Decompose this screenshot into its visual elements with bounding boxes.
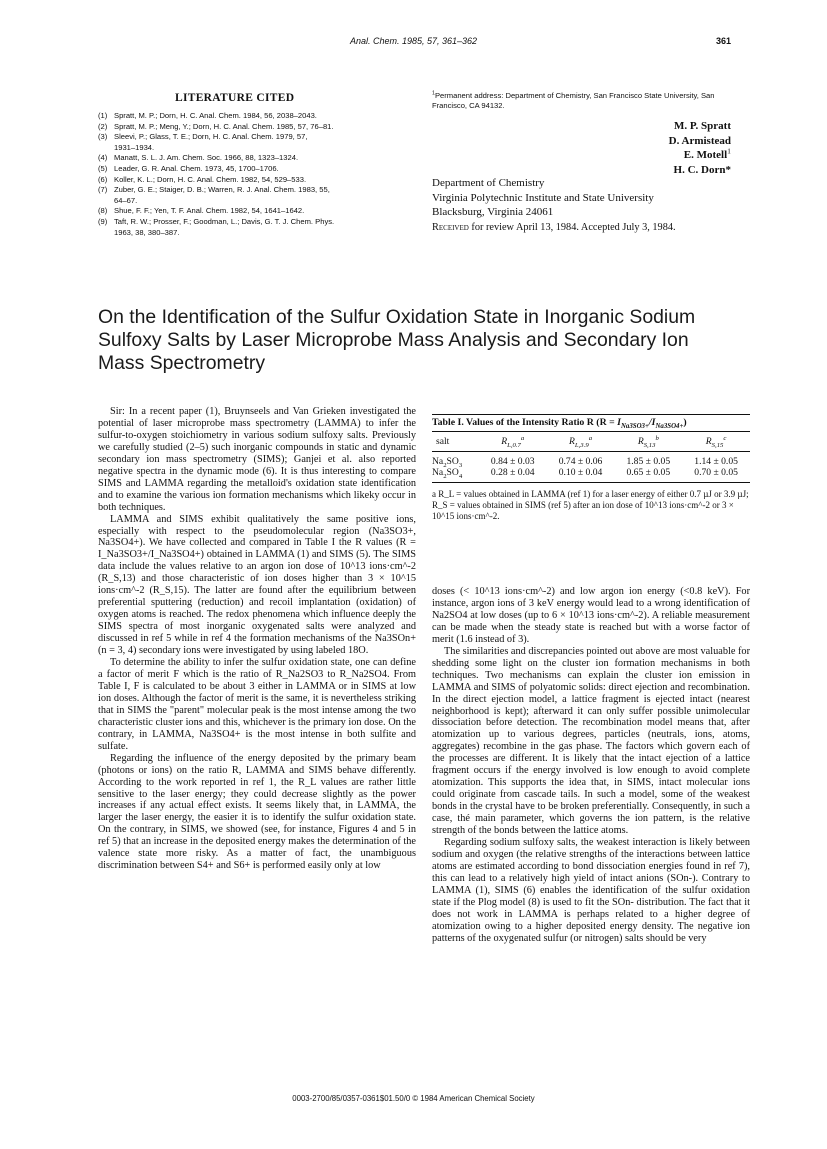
reference-text: Zuber, G. E.; Staiger, D. B.; Warren, R. J. Anal. Chem. 1983, 55, — [114, 185, 330, 195]
header-sup: b — [655, 434, 659, 442]
table-cell: 0.28 ± 0.04 — [479, 467, 547, 483]
reference-number: (5) — [98, 163, 108, 173]
body-paragraph: The similarities and discrepancies pointed out above are most valuable for shedding some light on the cluster ion formation mechanisms in both techniques. Two mechanisms can explain the cluster ion emission in LAMMA and SIMS of polyatomic solids: direct ejection and recombination. In the direct ejection model, a lattice fragment is ejected intact (nearest neighborhood is kept); afterward it can only suffer possible unimolecular dissociation before detection. The recombination model means that, after atomization up to various degrees, particles (neutrals, ions, atoms, aggregates) recombine in the gas phase. The factors which govern each of the processes are different. It is likely that the intact ejection of a lattice fragment occurs if the energy involved is low enough to avoid complete atomization. This supports the idea that, in SIMS, intact molecular ions could originate from cascade tails. In such a model, some of the weakest bonds in the crystal have to be broken preferentially. Consequently, in such a case, thé main parameter, which governs the ion pattern, is the relative strength of the bonds between the lattice atoms. — [432, 645, 750, 837]
caption-end: ) — [683, 417, 687, 428]
reference-number: (2) — [98, 121, 108, 131]
literature-cited-heading: LITERATURE CITED — [175, 92, 295, 104]
intensity-ratio-table — [432, 414, 750, 522]
salt-sub: 4 — [458, 472, 463, 480]
caption-sub-2: Na3SO4+ — [655, 422, 684, 430]
reference-item — [98, 122, 416, 133]
table-caption-ratio — [617, 417, 683, 428]
table-cell: 0.84 ± 0.03 — [490, 456, 535, 467]
salt-cell — [432, 452, 479, 468]
reference-item — [98, 217, 416, 228]
reference-text: Spratt, M. P.; Dorn, H. C. Anal. Chem. 1984, 56, 2038–2043. — [114, 111, 317, 120]
reference-text: Manatt, S. L. J. Am. Chem. Soc. 1966, 88, 1323–1324. — [114, 153, 299, 163]
table-header-cell — [614, 432, 682, 452]
author-footnote — [432, 91, 750, 111]
salt-part: SO — [446, 467, 459, 478]
reference-continuation: 1931–1934. — [114, 142, 155, 152]
left-column — [98, 406, 416, 872]
affiliation-line: Blacksburg, Virginia 24061 — [432, 206, 554, 219]
table-footnote — [432, 489, 750, 522]
header-sub: L,0.7 — [507, 441, 521, 449]
reference-continuation: 1963, 38, 380–387. — [114, 227, 180, 237]
received-label: Received — [432, 222, 469, 233]
table-header-cell — [432, 432, 479, 452]
author-name — [669, 119, 731, 134]
affiliation-line: Department of Chemistry — [432, 177, 545, 189]
header-label: R — [569, 436, 575, 447]
author-name-text: D. Armistead — [668, 134, 731, 147]
page-number: 361 — [715, 36, 731, 46]
reference-item — [98, 111, 416, 122]
body-paragraph: Regarding the influence of the energy deposited by the primary beam (photons or ions) on the ratio R, LAMMA and SIMS behave differently. According to the work reported in ref 1, the R_L values are rather little sensitive to the laser energy; they could decrease slightly as the power increases if any actual effect exists. It seems likely that, in LAMMA, the larger the laser energy, the easier it is to identify the sulfur oxidation state. On the contrary, in SIMS, we showed (see, for instance, Figures 4 and 5 in ref 5) that an increase in the deposited energy makes the determination of the valence state more risky. As a matter of fact, the unambiguous discrimination between S4+ and S6+ is performed easily only at low — [98, 752, 416, 872]
body-paragraph: To determine the ability to infer the sulfur oxidation state, one can define a factor of merit F which is the ratio of R_Na2SO3 to R_Na2SO4. From Table I, F is calculated to be about 3 either in LAMMA or in SIMS at low ion doses. Although the factor of merit is the same, it is nevertheless striking that in SIMS the "parent" molecular peak is the most intense among the two characteristic cluster ions and this, whichever is the primary ion dose. On the contrary, in LAMMA, Na3SO4+ is the most intense in both sulfite and sulfate. — [98, 657, 416, 752]
footnote-marker: 1 — [432, 90, 435, 97]
reference-continuation: 64–67. — [114, 195, 138, 205]
salt-part: SO — [446, 456, 459, 467]
author-name-text: E. Motell — [683, 149, 728, 161]
received-line — [432, 222, 676, 233]
reference-item — [98, 175, 416, 186]
salt-part: Na — [432, 467, 444, 478]
author-mark: 1 — [727, 146, 731, 156]
header-sup: c — [723, 434, 727, 442]
reference-number: (7) — [98, 185, 108, 195]
header-label: R — [705, 436, 712, 447]
salt-part: Na — [432, 456, 444, 467]
reference-list — [98, 111, 416, 238]
table-cell: 1.85 ± 0.05 — [626, 456, 671, 467]
right-column — [432, 586, 750, 945]
header-label: R — [501, 436, 508, 447]
reference-item — [98, 206, 416, 217]
header-sub: S,15 — [711, 441, 724, 449]
caption-mid: /I — [648, 417, 656, 428]
caption-i: I — [617, 417, 621, 428]
body-paragraph: doses (< 10^13 ions·cm^-2) and low argon ion energy (<0.8 keV). For instance, argon ions of 3 keV energy would lead to a wrong identification of Na2SO4 at low doses (up to 6 × 10^13 ions·cm^-2). A reliable measurement can be made when the steady state is reached but with a worse factor of merit (1.6 instead of 3). — [432, 586, 750, 645]
table-cell: 1.14 ± 0.05 — [694, 456, 738, 467]
data-table — [432, 431, 750, 483]
table-cell: 0.10 ± 0.04 — [547, 467, 615, 483]
salt-sub: 2 — [443, 461, 447, 469]
header-sub: L,3.9 — [574, 441, 589, 449]
reference-text: Taft, R. W.; Prosser, F.; Goodman, L.; Davis, G. T. J. Chem. Phys. — [114, 216, 335, 226]
header-label: salt — [436, 436, 450, 447]
author-name — [669, 148, 731, 163]
caption-sub-1: Na3SO3+ — [620, 422, 649, 430]
table-row — [432, 467, 750, 483]
reference-text: Koller, K. L.; Dorn, H. C. Anal. Chem. 1982, 54, 529–533. — [114, 174, 307, 184]
reference-text: Sleevi, P.; Glass, T. E.; Dorn, H. C. Anal. Chem. 1979, 57, — [114, 132, 308, 142]
reference-number: (8) — [98, 206, 108, 216]
header-sup: a — [520, 434, 525, 442]
table-note-text: a R_L = values obtained in LAMMA (ref 1) for a laser energy of either 0.7 µJ or 3.9 µJ; R_S = values obtained in SIMS (ref 5) after an ion dose of 10^13 ions·cm^-2 or 3 × 10^15 ions·cm^-2. — [432, 489, 749, 521]
table-cell: 0.65 ± 0.05 — [614, 467, 682, 483]
footnote-text: Permanent address: Department of Chemistry, San Francisco State University, San Francisco, CA 94132. — [432, 91, 715, 110]
reference-number: (3) — [98, 132, 108, 142]
reference-number: (1) — [98, 111, 108, 120]
reference-item — [98, 164, 416, 175]
salt-sub: 3 — [458, 461, 463, 469]
header-sub: S,13 — [643, 441, 656, 449]
table-header-cell — [547, 432, 615, 452]
running-header: Anal. Chem. 1985, 57, 361–362 — [349, 36, 478, 46]
author-list — [669, 119, 731, 177]
table-cell: 0.70 ± 0.05 — [682, 467, 750, 483]
page-footer: 0003-2700/85/0357-0361$01.50/0 © 1984 American Chemical Society — [292, 1094, 535, 1103]
salt-sub: 2 — [443, 472, 447, 480]
author-name — [669, 134, 731, 149]
table-header-cell — [682, 432, 750, 452]
body-paragraph: LAMMA and SIMS exhibit qualitatively the same positive ions, especially with respect to the pseudomolecular region (Na3SO3+, Na3SO4+). We have collected and compared in Table I the R values (R = I_Na3SO3+/I_Na3SO4+) obtained in LAMMA (1) and SIMS (5). The SIMS data include the values relative to an argon ion dose of 10^13 ions·cm^-2 (R_S,13) and those characteristic of ion doses higher than 3 × 10^15 ions·cm^-2 (R_S,15). The latter are found after the equilibrium between preferential sputtering (reduction) and recoil implantation (oxidation) of oxygen atoms is reached. The redox phenomena which influence deeply the SIMS spectra of most inorganic oxygenated salts were analyzed and discussed in ref 5 while in ref 4 the formation mechanisms of the Na3SOn+ (n = 3, 4) secondary ions were investigated by using labeled 18O. — [98, 513, 416, 657]
table-caption-prefix: Table I. Values of the Intensity Ratio R (R = — [432, 417, 615, 428]
affiliation — [432, 176, 654, 220]
table-row — [432, 452, 750, 468]
body-paragraph: Sir: In a recent paper (1), Bruynseels and Van Grieken investigated the potential of laser microprobe mass spectrometry (LAMMA) to infer the sulfur-to-oxygen stoichiometry in various sodium sulfoxy salts. Previously we carefully studied (2–5) such inorganic compounds in static and dynamic secondary ion mass spectrometry (SIMS); Ganjei et al. also reported negative spectra in the dynamic mode (6). It is thus interesting to compare SIMS and LAMMA regarding the metalloid's oxidation state identification and to examine the various ion formation mechanisms which likeky occur in both techniques. — [98, 406, 416, 513]
received-text: for review April 13, 1984. Accepted July 3, 1984. — [471, 222, 676, 233]
reference-text: Shue, F. F.; Yen, T. F. Anal. Chem. 1982, 54, 1641–1642. — [114, 206, 305, 216]
reference-item — [98, 153, 416, 164]
reference-item — [98, 185, 416, 196]
affiliation-line: Virginia Polytechnic Institute and State University — [432, 191, 654, 204]
table-cell: 0.74 ± 0.06 — [558, 456, 603, 467]
table-header-row — [432, 432, 750, 452]
author-name-text: M. P. Spratt — [673, 120, 731, 132]
table-header-cell — [479, 432, 547, 452]
reference-number: (9) — [98, 216, 108, 226]
author-name-text: H. C. Dorn* — [673, 163, 731, 176]
reference-text: Spratt, M. P.; Meng, Y.; Dorn, H. C. Anal. Chem. 1985, 57, 76–81. — [114, 121, 334, 131]
reference-number: (6) — [98, 174, 108, 184]
header-sup: a — [588, 434, 593, 442]
body-paragraph: Regarding sodium sulfoxy salts, the weakest interaction is likely between sodium and oxygen (the relative strengths of the interactions between lattice atoms are estimated according to bond dissociation energies found in ref 7), this can lead to a relatively high yield of intact anions (SOn-). Contrary to LAMMA (1), SIMS (6) enables the identification of the sulfur oxidation state if the Plog model (8) is used to fit the SOn- distribution. The fact that it does not work in LAMMA is perhaps related to a higher degree of atomization owing to a higher deposited energy density. The negative ion patterns of the oxygenated sulfur (or nitrogen) salts should be very — [432, 837, 750, 944]
reference-item — [98, 132, 416, 143]
article-title: On the Identification of the Sulfur Oxidation State in Inorganic Sodium Sulfoxy Salts by Laser Microprobe Mass Analysis and Secondary Ion Mass Spectrometry — [98, 306, 696, 374]
reference-number: (4) — [98, 153, 108, 163]
table-caption — [432, 414, 750, 429]
author-name — [669, 163, 731, 178]
salt-cell — [432, 467, 479, 483]
header-label: R — [637, 436, 644, 447]
reference-text: Leader, G. R. Anal. Chem. 1973, 45, 1700–1706. — [114, 163, 279, 173]
